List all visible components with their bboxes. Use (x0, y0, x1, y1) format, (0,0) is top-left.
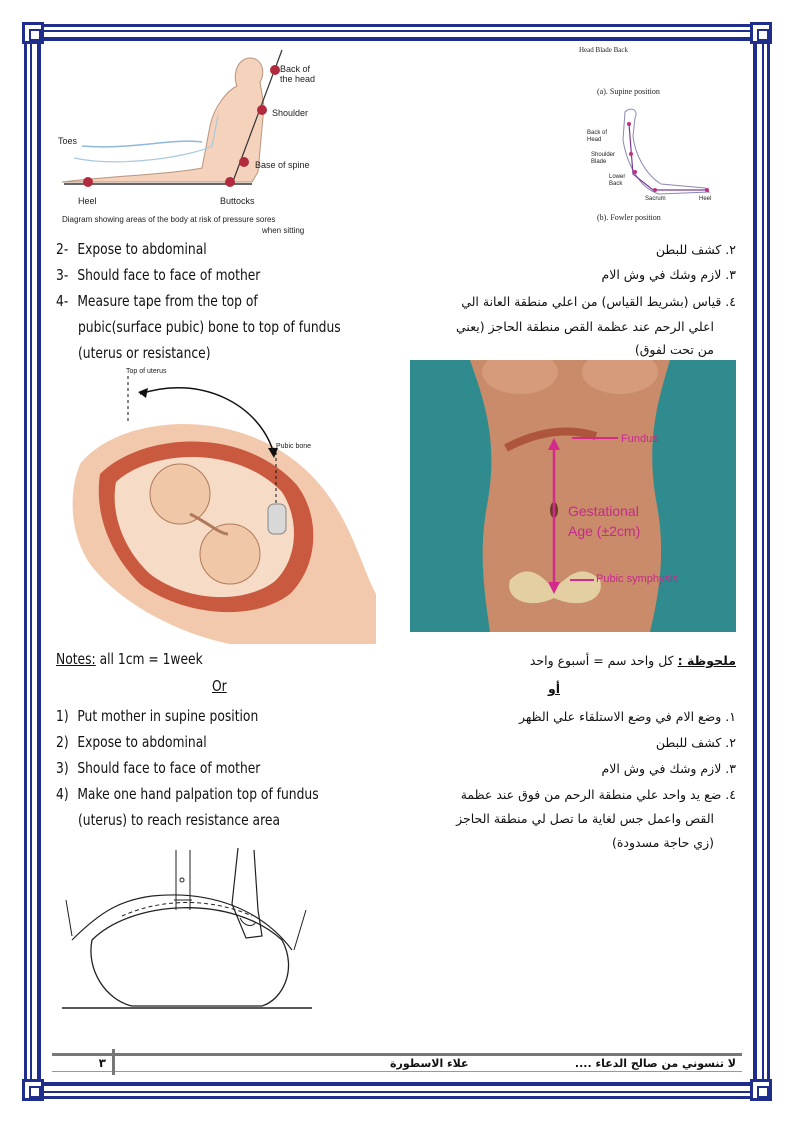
footer-rule-thin (52, 1071, 742, 1072)
sitting-pressure-sore-diagram (52, 46, 327, 238)
label-fundus: Fundus (621, 433, 658, 445)
s1-en-item-3: 3- Should face to face of mother (56, 266, 261, 284)
label-back-of-head-1: Back of (280, 64, 311, 74)
palpation-line-drawing (62, 840, 312, 1016)
s2-en-item-2: 2) Expose to abdominal (56, 733, 207, 751)
pressure-point-spine (239, 157, 249, 167)
positions-diagram (575, 44, 735, 224)
or-en: Or (212, 677, 227, 695)
pressure-point-shoulder (257, 105, 267, 115)
pressure-point-head (270, 65, 280, 75)
s2-en-item-4-cont: (uterus) to reach resistance area (78, 811, 280, 829)
label-lower-back: Lower Back (609, 174, 626, 187)
label-back-of-head-2: the head (280, 74, 316, 84)
footer-rule (52, 1053, 742, 1056)
s2-ar-item-4: ٤. ضع يد واحد علي منطقة الرحم من فوق عند عظمة (460, 787, 736, 802)
sitting-caption-line2: when sitting (262, 226, 305, 235)
label-shoulder-blade: Shoulder Blade (591, 152, 616, 165)
s1-ar-item-4-cont1: اعلي الرحم عند عظمة القص منطقة الحاجز (يعني (456, 319, 714, 334)
s1-en-item-4: 4- Measure tape from the top of (56, 292, 258, 310)
s2-ar-item-3: ٣. لازم وشك في وش الام (601, 761, 736, 776)
s1-ar-item-3: ٣. لازم وشك في وش الام (601, 267, 736, 282)
caption-fowler: (b). Fowler position (597, 213, 661, 222)
footer-divider (112, 1049, 115, 1075)
footer-page-number: ٣ (98, 1056, 106, 1070)
s1-en-item-4-cont1: pubic(surface pubic) bone to top of fundus (78, 318, 341, 336)
label-sacrum: Sacrum (645, 196, 666, 202)
s2-en-item-4: 4) Make one hand palpation top of fundus (56, 785, 319, 803)
corner-ornament-top-left (22, 22, 44, 44)
abdomen-fundal-height-photo (410, 360, 736, 632)
footer-author: علاء الاسطورة (390, 1057, 469, 1070)
label-pubic-bone: Pubic bone (276, 443, 312, 450)
pressure-point-buttocks (225, 177, 235, 187)
notes-ar: ملحوظة : كل واحد سم = أسبوع واحد (529, 653, 736, 668)
label-shoulder: Shoulder (272, 108, 309, 118)
footer-dua: لا تنسوني من صالح الدعاء .... (574, 1057, 736, 1070)
supine-labels: Head Blade Back (579, 46, 628, 54)
notes-ar-label: ملحوظة : (677, 653, 736, 668)
s1-en-item-4-cont2: (uterus or resistance) (78, 344, 211, 362)
corner-ornament-top-right (750, 22, 772, 44)
label-toes: Toes (58, 136, 78, 146)
s2-ar-item-2: ٢. كشف للبطن (655, 735, 736, 750)
s1-ar-item-2: ٢. كشف للبطن (655, 242, 736, 257)
notes-label: Notes: (56, 650, 96, 668)
label-pubic-symphysis: Pubic symphysis (596, 573, 678, 585)
s2-ar-item-4-cont1: القص واعمل جس لغاية ما تصل لي منطقة الحاجز (456, 811, 714, 826)
s2-en-item-1: 1) Put mother in supine position (56, 707, 259, 725)
label-gestational: Gestational (568, 503, 639, 519)
s2-ar-item-4-cont2: (زي حاجة مسدودة) (611, 835, 714, 850)
label-base-of-spine: Base of spine (255, 160, 310, 170)
label-top-of-uterus: Top of uterus (126, 368, 167, 375)
s2-en-item-3: 3) Should face to face of mother (56, 759, 261, 777)
corner-ornament-bottom-left (22, 1079, 44, 1101)
label-back-of-head: Back of Head (587, 130, 608, 143)
corner-ornament-bottom-right (750, 1079, 772, 1101)
label-heel-fowler: Heel (699, 196, 712, 202)
caption-supine: (a). Supine position (597, 87, 660, 96)
s2-ar-item-1: ١. وضع الام في وضع الاستلقاء علي الظهر (518, 709, 736, 724)
or-ar: أو (547, 681, 560, 696)
s1-en-item-2: 2- Expose to abdominal (56, 240, 207, 258)
pressure-point-heel (83, 177, 93, 187)
label-buttocks: Buttocks (220, 196, 255, 206)
s1-ar-item-4-cont2: من تحت لفوق) (634, 342, 714, 357)
uterus-cross-section-diagram (60, 364, 376, 644)
notes-en: Notes: all 1cm = 1week (56, 650, 203, 668)
label-gestational-age: Age (±2cm) (568, 523, 641, 539)
sitting-caption-line1: Diagram showing areas of the body at risk of pressure sores (62, 215, 276, 224)
s1-ar-item-4: ٤. قياس (بشريط القياس) من اعلي منطقة العانة الي (461, 294, 736, 309)
label-heel: Heel (78, 196, 97, 206)
